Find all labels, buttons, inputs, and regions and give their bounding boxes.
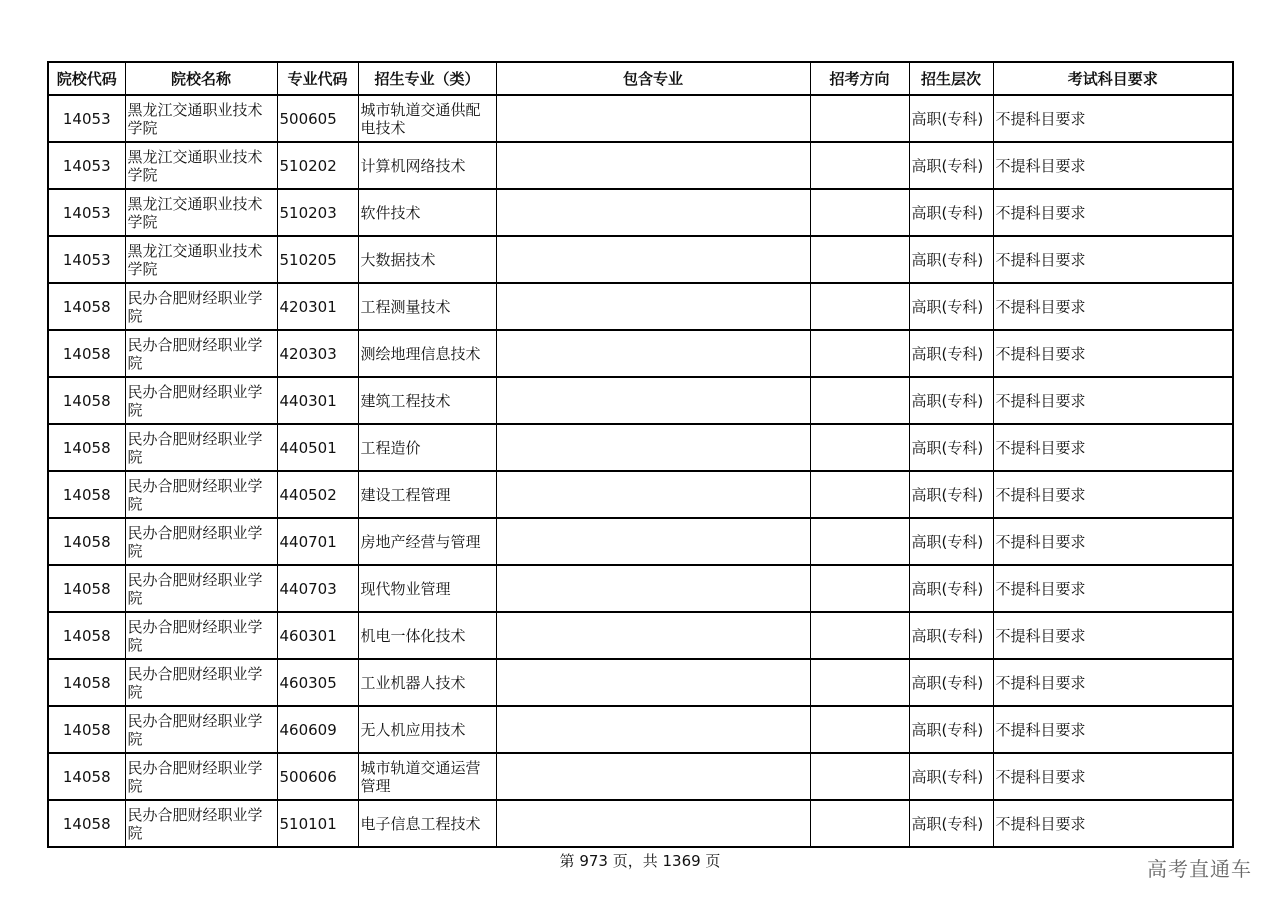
- cell-included-majors: [496, 471, 810, 518]
- cell-major-code: 500605: [277, 95, 358, 142]
- header-requirement: 考试科目要求: [993, 62, 1233, 95]
- cell-major-code: 440703: [277, 565, 358, 612]
- cell-major-code: 440502: [277, 471, 358, 518]
- cell-school-code: 14058: [48, 659, 125, 706]
- cell-requirement: 不提科目要求: [993, 706, 1233, 753]
- cell-level: 高职(专科): [909, 518, 993, 565]
- cell-level: 高职(专科): [909, 800, 993, 847]
- table-header: [48, 62, 1233, 95]
- cell-school-code: 14058: [48, 283, 125, 330]
- cell-requirement: 不提科目要求: [993, 377, 1233, 424]
- cell-major-code: 460305: [277, 659, 358, 706]
- cell-requirement: 不提科目要求: [993, 424, 1233, 471]
- cell-major-code: 510203: [277, 189, 358, 236]
- cell-school-name: 黑龙江交通职业技术学院: [125, 95, 277, 142]
- cell-requirement: 不提科目要求: [993, 800, 1233, 847]
- header-school-code: 院校代码: [48, 62, 125, 95]
- cell-requirement: 不提科目要求: [993, 330, 1233, 377]
- cell-level: 高职(专科): [909, 424, 993, 471]
- cell-direction: [810, 283, 909, 330]
- cell-major: 工程造价: [358, 424, 496, 471]
- cell-major-code: 500606: [277, 753, 358, 800]
- cell-level: 高职(专科): [909, 471, 993, 518]
- cell-school-name: 民办合肥财经职业学院: [125, 659, 277, 706]
- table-row: [48, 800, 1233, 847]
- cell-included-majors: [496, 377, 810, 424]
- cell-level: 高职(专科): [909, 565, 993, 612]
- header-direction: 招考方向: [810, 62, 909, 95]
- cell-included-majors: [496, 565, 810, 612]
- cell-direction: [810, 612, 909, 659]
- cell-requirement: 不提科目要求: [993, 283, 1233, 330]
- cell-included-majors: [496, 330, 810, 377]
- table-row: [48, 706, 1233, 753]
- cell-level: 高职(专科): [909, 330, 993, 377]
- cell-requirement: 不提科目要求: [993, 518, 1233, 565]
- cell-included-majors: [496, 95, 810, 142]
- table-row: [48, 471, 1233, 518]
- cell-major: 工业机器人技术: [358, 659, 496, 706]
- cell-direction: [810, 565, 909, 612]
- cell-requirement: 不提科目要求: [993, 471, 1233, 518]
- cell-included-majors: [496, 800, 810, 847]
- cell-school-name: 黑龙江交通职业技术学院: [125, 236, 277, 283]
- watermark-text: 高考直通车: [1147, 857, 1252, 881]
- cell-level: 高职(专科): [909, 377, 993, 424]
- cell-requirement: 不提科目要求: [993, 612, 1233, 659]
- cell-school-code: 14058: [48, 471, 125, 518]
- cell-direction: [810, 95, 909, 142]
- table-row: [48, 236, 1233, 283]
- cell-direction: [810, 518, 909, 565]
- cell-major: 工程测量技术: [358, 283, 496, 330]
- cell-school-code: 14058: [48, 377, 125, 424]
- cell-major: 计算机网络技术: [358, 142, 496, 189]
- cell-major: 城市轨道交通运营管理: [358, 753, 496, 800]
- cell-requirement: 不提科目要求: [993, 189, 1233, 236]
- cell-major: 现代物业管理: [358, 565, 496, 612]
- cell-major-code: 510205: [277, 236, 358, 283]
- cell-school-code: 14053: [48, 236, 125, 283]
- table-row: [48, 283, 1233, 330]
- cell-school-name: 民办合肥财经职业学院: [125, 471, 277, 518]
- cell-school-code: 14058: [48, 800, 125, 847]
- cell-school-name: 民办合肥财经职业学院: [125, 753, 277, 800]
- cell-major-code: 440501: [277, 424, 358, 471]
- cell-major: 无人机应用技术: [358, 706, 496, 753]
- header-school-name: 院校名称: [125, 62, 277, 95]
- cell-direction: [810, 800, 909, 847]
- cell-included-majors: [496, 753, 810, 800]
- cell-included-majors: [496, 612, 810, 659]
- cell-major: 建设工程管理: [358, 471, 496, 518]
- cell-included-majors: [496, 142, 810, 189]
- cell-direction: [810, 330, 909, 377]
- cell-requirement: 不提科目要求: [993, 753, 1233, 800]
- header-major-code: 专业代码: [277, 62, 358, 95]
- cell-school-name: 黑龙江交通职业技术学院: [125, 142, 277, 189]
- cell-included-majors: [496, 236, 810, 283]
- cell-school-code: 14058: [48, 424, 125, 471]
- header-level: 招生层次: [909, 62, 993, 95]
- cell-school-code: 14058: [48, 706, 125, 753]
- cell-school-name: 民办合肥财经职业学院: [125, 612, 277, 659]
- table-row: [48, 424, 1233, 471]
- cell-major-code: 510202: [277, 142, 358, 189]
- cell-major-code: 460609: [277, 706, 358, 753]
- table-row: [48, 659, 1233, 706]
- cell-level: 高职(专科): [909, 706, 993, 753]
- cell-school-code: 14053: [48, 95, 125, 142]
- cell-included-majors: [496, 706, 810, 753]
- cell-major-code: 420301: [277, 283, 358, 330]
- cell-major-code: 440701: [277, 518, 358, 565]
- cell-level: 高职(专科): [909, 95, 993, 142]
- cell-included-majors: [496, 424, 810, 471]
- cell-school-name: 民办合肥财经职业学院: [125, 565, 277, 612]
- table-row: [48, 612, 1233, 659]
- cell-school-name: 民办合肥财经职业学院: [125, 800, 277, 847]
- cell-school-name: 民办合肥财经职业学院: [125, 377, 277, 424]
- cell-direction: [810, 377, 909, 424]
- table-row: [48, 95, 1233, 142]
- cell-included-majors: [496, 659, 810, 706]
- cell-level: 高职(专科): [909, 612, 993, 659]
- table-row: [48, 565, 1233, 612]
- table-row: [48, 753, 1233, 800]
- cell-direction: [810, 189, 909, 236]
- table-body: [48, 95, 1233, 847]
- admissions-table: [47, 61, 1234, 848]
- cell-direction: [810, 659, 909, 706]
- page-number: 第 973 页，共 1369 页: [559, 852, 721, 870]
- cell-school-name: 民办合肥财经职业学院: [125, 706, 277, 753]
- cell-school-name: 民办合肥财经职业学院: [125, 424, 277, 471]
- header-major: 招生专业（类）: [358, 62, 496, 95]
- cell-requirement: 不提科目要求: [993, 236, 1233, 283]
- cell-level: 高职(专科): [909, 142, 993, 189]
- cell-school-code: 14058: [48, 565, 125, 612]
- cell-requirement: 不提科目要求: [993, 142, 1233, 189]
- cell-direction: [810, 142, 909, 189]
- table-row: [48, 189, 1233, 236]
- cell-school-code: 14058: [48, 330, 125, 377]
- cell-major: 房地产经营与管理: [358, 518, 496, 565]
- cell-requirement: 不提科目要求: [993, 95, 1233, 142]
- cell-school-code: 14058: [48, 518, 125, 565]
- header-included-majors: 包含专业: [496, 62, 810, 95]
- cell-major-code: 510101: [277, 800, 358, 847]
- cell-school-name: 民办合肥财经职业学院: [125, 518, 277, 565]
- cell-direction: [810, 424, 909, 471]
- cell-requirement: 不提科目要求: [993, 659, 1233, 706]
- cell-direction: [810, 236, 909, 283]
- cell-school-code: 14058: [48, 612, 125, 659]
- cell-major: 大数据技术: [358, 236, 496, 283]
- cell-level: 高职(专科): [909, 659, 993, 706]
- cell-major: 软件技术: [358, 189, 496, 236]
- cell-direction: [810, 753, 909, 800]
- cell-included-majors: [496, 518, 810, 565]
- table-row: [48, 330, 1233, 377]
- cell-level: 高职(专科): [909, 236, 993, 283]
- cell-major-code: 460301: [277, 612, 358, 659]
- cell-direction: [810, 706, 909, 753]
- cell-included-majors: [496, 189, 810, 236]
- cell-direction: [810, 471, 909, 518]
- cell-major-code: 420303: [277, 330, 358, 377]
- cell-major: 电子信息工程技术: [358, 800, 496, 847]
- table-row: [48, 377, 1233, 424]
- cell-major: 建筑工程技术: [358, 377, 496, 424]
- table-row: [48, 142, 1233, 189]
- cell-major: 测绘地理信息技术: [358, 330, 496, 377]
- cell-major: 机电一体化技术: [358, 612, 496, 659]
- cell-level: 高职(专科): [909, 283, 993, 330]
- cell-level: 高职(专科): [909, 189, 993, 236]
- cell-major: 城市轨道交通供配电技术: [358, 95, 496, 142]
- table-row: [48, 518, 1233, 565]
- cell-major-code: 440301: [277, 377, 358, 424]
- cell-school-name: 黑龙江交通职业技术学院: [125, 189, 277, 236]
- cell-school-code: 14053: [48, 189, 125, 236]
- cell-school-name: 民办合肥财经职业学院: [125, 283, 277, 330]
- cell-included-majors: [496, 283, 810, 330]
- cell-school-name: 民办合肥财经职业学院: [125, 330, 277, 377]
- cell-requirement: 不提科目要求: [993, 565, 1233, 612]
- cell-school-code: 14053: [48, 142, 125, 189]
- header-row: [48, 62, 1233, 95]
- cell-level: 高职(专科): [909, 753, 993, 800]
- cell-school-code: 14058: [48, 753, 125, 800]
